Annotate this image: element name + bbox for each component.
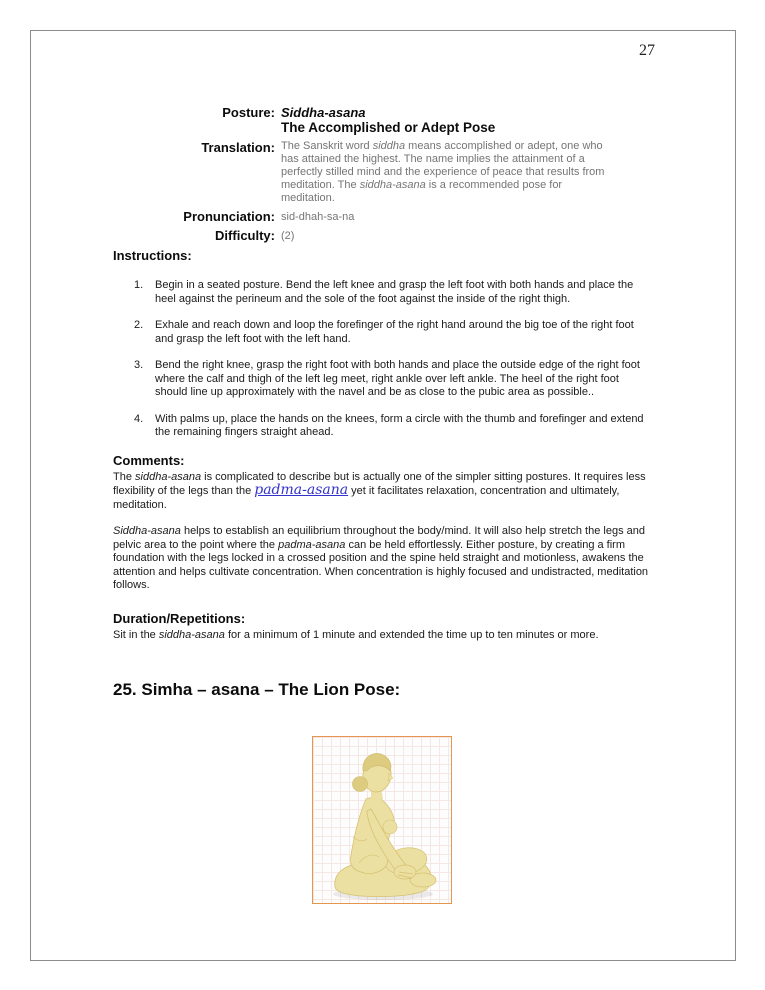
translation-text: The Sanskrit word siddha means accomplished or adept, one who has attained the highest. The name implies the attainment of a perfectly stilled mind and the experience of peace that results from meditation. The siddha-asana is a recommended pose for meditation. [281, 140, 605, 204]
duration-text: Sit in the siddha-asana for a minimum of 1 minute and extended the time up to ten minutes or more. [113, 628, 599, 641]
padma-asana-link[interactable]: padma-asana [254, 482, 349, 498]
instruction-text: Bend the right knee, grasp the right foot with both hands and place the outside edge of the right foot where the calf and thigh of the left leg meet, right ankle over left ankle. The heel of the right foot should line up approximately with the navel and be as close to the pubic area as possible.. [155, 359, 640, 398]
instruction-item [134, 279, 651, 306]
lion-pose-statue-image [313, 737, 451, 903]
comments-paragraph-2: Siddha-asana helps to establish an equilibrium throughout the body/mind. It will also help stretch the legs and pelvic area to the point where the padma-asana can be held effortlessly. Either posture, by creating a firm foundation with the legs locked in a crossed position and the spine held straight and motionless, awakens the attention and helps cultivate concentration. When concentration is highly focused and undistracted, meditation follows. [113, 525, 649, 591]
pose-figure [113, 736, 651, 904]
instructions-heading: Instructions: [113, 248, 192, 263]
translation-label: Translation: [201, 140, 275, 155]
instruction-text: With palms up, place the hands on the knees, form a circle with the thumb and forefinger and extend the remaining fingers straight ahead. [155, 412, 644, 438]
instruction-number: 1. [134, 279, 144, 291]
pronunciation-label: Pronunciation: [183, 209, 275, 224]
comments-heading: Comments: [113, 452, 185, 468]
lion-pose-photo-frame [312, 736, 452, 904]
instruction-item [134, 319, 651, 346]
instruction-text: Begin in a seated posture. Bend the left knee and grasp the left foot with both hands and place the heel against the perineum and the sole of the foot against the inside of the right thigh. [155, 279, 634, 305]
instruction-item [134, 413, 651, 440]
page-number: 27 [639, 42, 655, 59]
page-border [30, 30, 736, 961]
posture-subtitle: The Accomplished or Adept Pose [281, 120, 496, 135]
pronunciation-value: sid-dhah-sa-na [281, 211, 355, 223]
instruction-item [134, 359, 651, 400]
instruction-number: 4. [134, 412, 144, 425]
posture-value [281, 105, 651, 136]
comments-paragraph-1: The siddha-asana is complicated to describe but is actually one of the simpler sitting postures. It requires less flexibility of the legs than the padma-asana yet it facilitates relaxation, concentration and ultimately, meditation. [113, 470, 646, 511]
instruction-number: 2. [134, 319, 144, 331]
duration-heading: Duration/Repetitions: [113, 610, 246, 626]
posture-name: Siddha-asana [281, 105, 366, 120]
posture-label: Posture: [222, 105, 275, 120]
difficulty-value: (2) [281, 230, 295, 242]
instruction-number: 3. [134, 359, 144, 371]
next-pose-heading: 25. Simha – asana – The Lion Pose: [113, 680, 401, 699]
difficulty-label: Difficulty: [215, 228, 275, 243]
instruction-text: Exhale and reach down and loop the forefinger of the right hand around the big toe of the right foot and grasp the left foot with the left hand. [155, 319, 634, 345]
instructions-list [134, 279, 651, 440]
posture-details [113, 105, 651, 243]
page-content [31, 31, 735, 904]
